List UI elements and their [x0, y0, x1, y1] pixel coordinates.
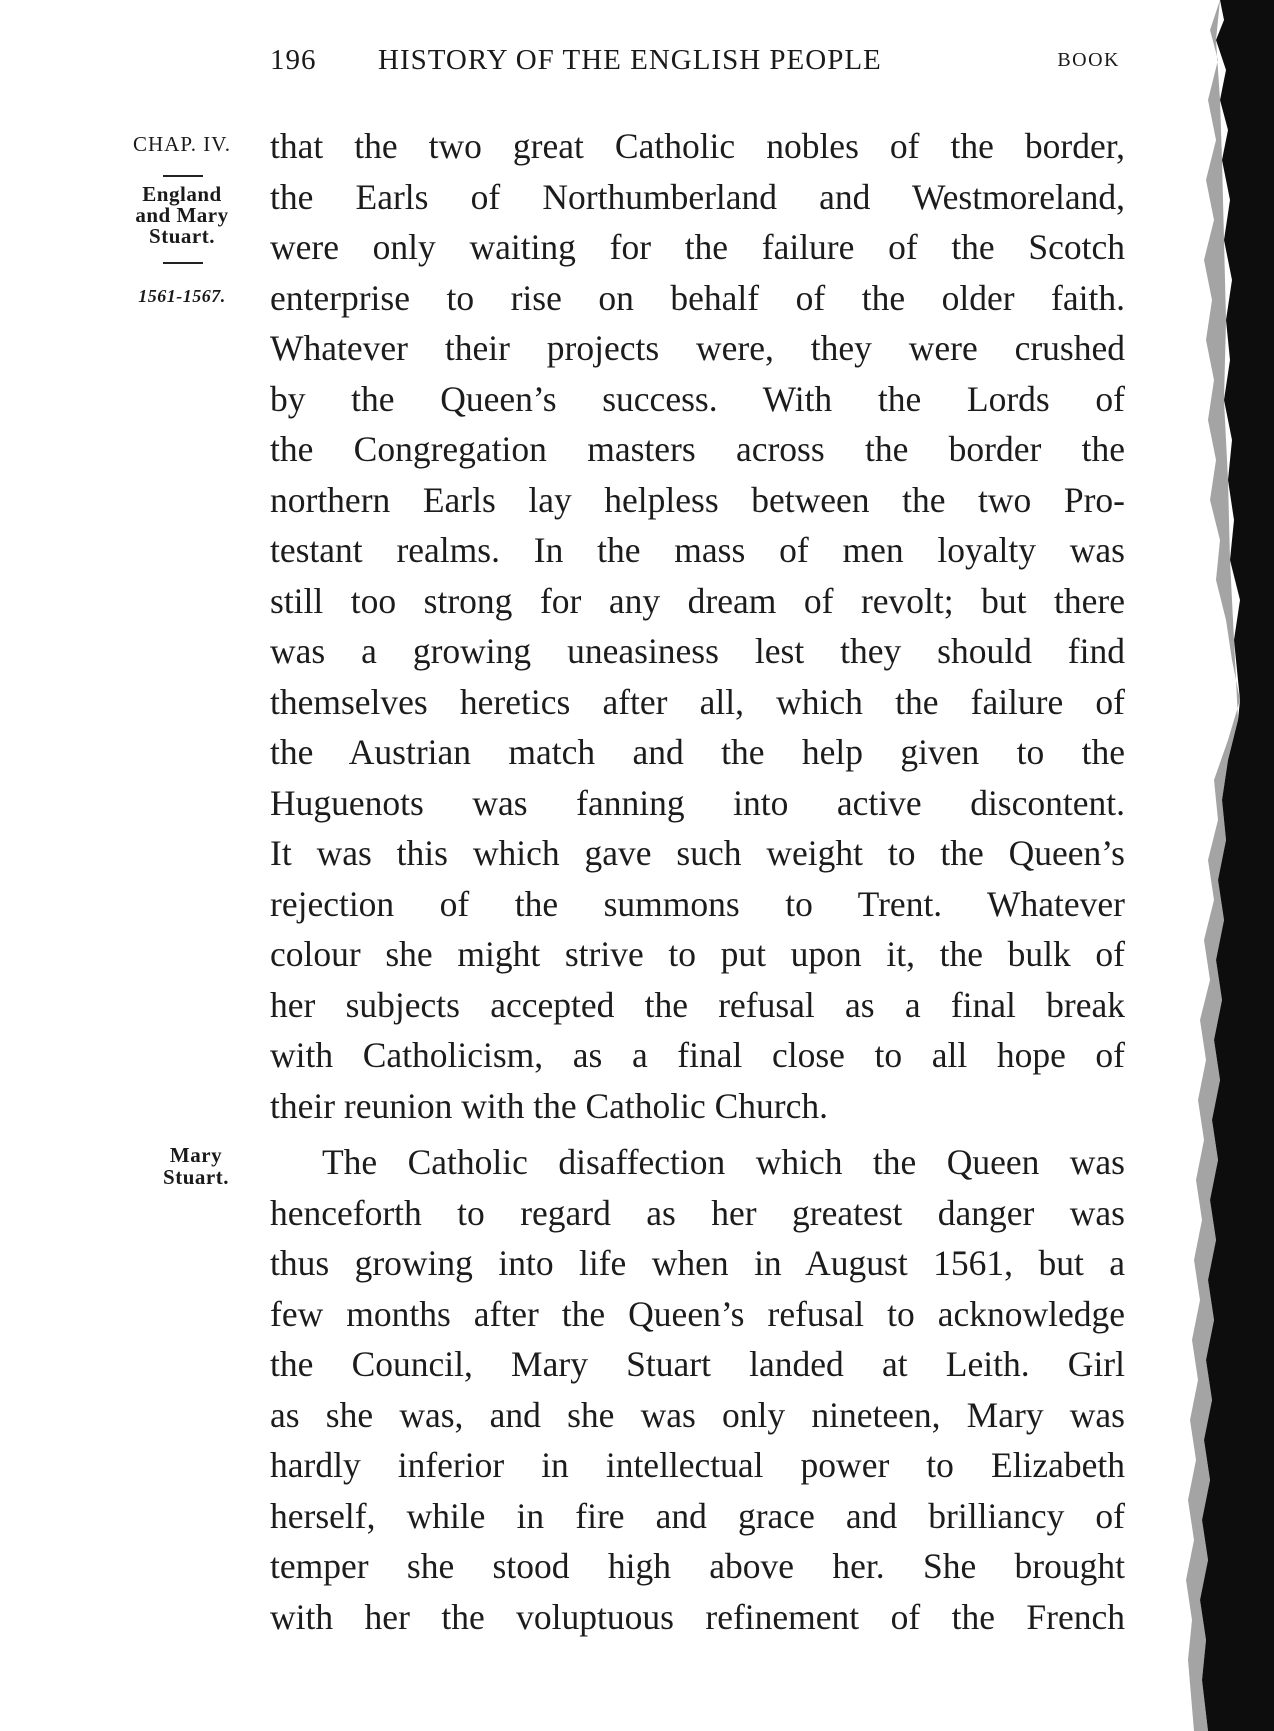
text-line: enterprise to rise on behalf of the older faith. — [270, 277, 1125, 318]
text-line: was a growing uneasiness lest they should find — [270, 631, 1125, 671]
margin-rule — [163, 175, 203, 177]
text-line: the Earls of Northumberland and Westmoreland, — [270, 176, 1125, 217]
text-line: by the Queen’s success. With the Lords of — [270, 378, 1125, 419]
text-line: herself, while in fire and grace and brilliancy of — [270, 1495, 1125, 1536]
text-line: rejection of the summons to Trent. Whatever — [270, 883, 1125, 924]
margin-chapter-label: CHAP. IV. — [133, 132, 231, 156]
text-line: temper she stood high above her. She brought — [270, 1546, 1125, 1586]
text-line: few months after the Queen’s refusal to acknowledge — [270, 1293, 1125, 1334]
text-line: Whatever their projects were, they were crushed — [270, 328, 1125, 368]
text-line: the Austrian match and the help given to the — [270, 732, 1125, 772]
text-line: that the two great Catholic nobles of the border, — [270, 126, 1125, 166]
margin-topic-line: Stuart. — [149, 224, 215, 248]
text-line: northern Earls lay helpless between the two Pro- — [270, 479, 1125, 520]
text-line: as she was, and she was only nineteen, Mary was — [270, 1394, 1125, 1435]
binding-shadow — [1180, 0, 1274, 1731]
margin-mary-line: Mary — [169, 1143, 223, 1167]
text-line: with Catholicism, as a final close to all hope of — [270, 1035, 1125, 1075]
text-line: henceforth to regard as her greatest danger was — [270, 1192, 1125, 1233]
page-number: 196 — [270, 44, 317, 76]
text-line: her subjects accepted the refusal as a final break — [270, 984, 1125, 1025]
running-title: HISTORY OF THE ENGLISH PEOPLE — [378, 44, 882, 76]
text-line: still too strong for any dream of revolt; but there — [270, 580, 1125, 621]
running-head — [270, 44, 1120, 88]
text-line: hardly inferior in intellectual power to Elizabeth — [270, 1445, 1125, 1485]
margin-rule — [163, 262, 203, 264]
text-line: testant realms. In the mass of men loyalty was — [270, 530, 1125, 570]
text-line: Huguenots was fanning into active discontent. — [270, 782, 1125, 823]
running-book-label: BOOK — [1057, 49, 1120, 71]
text-line: It was this which gave such weight to the Queen’s — [270, 833, 1125, 873]
paragraph-2 — [270, 1137, 1125, 1642]
margin-topic-line: and Mary — [135, 203, 229, 227]
text-line: were only waiting for the failure of the Scotch — [270, 227, 1125, 267]
text-line: thus growing into life when in August 1561, but a — [270, 1243, 1125, 1283]
text-line: their reunion with the Catholic Church. — [270, 1085, 829, 1126]
margin-mary-line: Stuart. — [163, 1165, 229, 1189]
margin-topic-line: England — [142, 182, 222, 206]
text-line: with her the voluptuous refinement of the French — [270, 1596, 1125, 1637]
text-line: colour she might strive to put upon it, the bulk of — [270, 934, 1125, 974]
margin-mary-stuart-note — [126, 1144, 266, 1188]
text-line: the Congregation masters across the border the — [270, 429, 1125, 469]
paragraph-1 — [270, 121, 1125, 1131]
text-line: the Council, Mary Stuart landed at Leith. Girl — [270, 1344, 1125, 1384]
text-line: themselves heretics after all, which the failure of — [270, 681, 1125, 722]
margin-dates: 1561-1567. — [138, 286, 226, 306]
text-line: The Catholic disaffection which the Queen was — [322, 1142, 1125, 1182]
margin-topic-note — [112, 184, 252, 247]
